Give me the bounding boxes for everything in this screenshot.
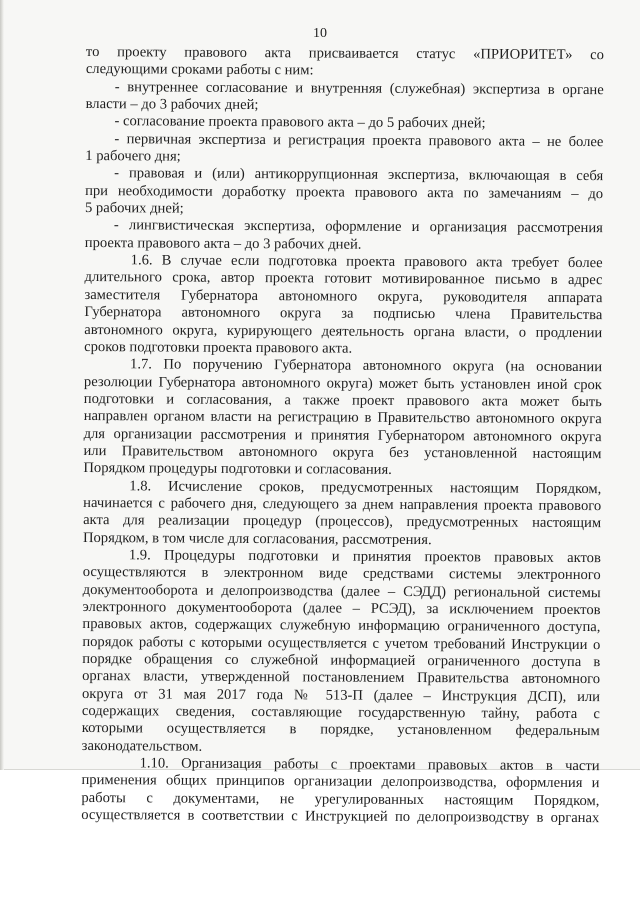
text-line: осуществляется в соответствии с Инструкцией по делопроизводству в органах <box>81 807 600 827</box>
text-line: - правовая и (или) антикоррупционная экспертиза, включающая в себя <box>114 165 604 185</box>
text-line: направлен органом власти на регистрацию в Правительство автономного округа <box>83 408 602 428</box>
text-line: округа от 31 мая 2017 года № 513-П (далее – Инструкция ДСП), или <box>81 685 601 705</box>
text-line: акта для реализации процедур (процессов), предусмотренных настоящим <box>83 512 602 532</box>
text-line: 1.9. Процедуры подготовки и принятия проектов правовых актов <box>128 547 601 567</box>
text-line: содержащих сведения, составляющие государственную тайну, работа с <box>81 703 600 723</box>
page-number: 10 <box>313 26 327 41</box>
text-line: 1.10. Организация работы с проектами правовых актов в части <box>139 755 600 775</box>
text-line: 1.6. В случае если подготовка проекта правового акта требует более <box>130 252 603 272</box>
text-line: осуществляются в электронном виде средствами системы электронного <box>82 564 601 584</box>
text-line: - лингвистическая экспертиза, оформление и организация рассмотрения <box>113 217 603 237</box>
text-line: начинается с рабочего дня, следующего за днем направления проекта правового <box>83 494 602 515</box>
text-line: органах власти, утвержденной постановлением Правительства автономного <box>82 668 601 688</box>
text-line: Порядком процедуры подготовки и согласования. <box>83 460 392 479</box>
text-line: порядке обращения со служебной информацией ограниченного доступа в <box>82 651 601 671</box>
text-line: Порядком, в том числе для согласования, рассмотрения. <box>82 529 432 548</box>
text-line: при необходимости доработку проекта правового акта по замечаниям – до <box>85 182 604 202</box>
document-body <box>81 44 604 828</box>
text-line: для организации рассмотрения и принятия Губернатором автономного округа <box>83 425 602 445</box>
text-line: законодательством. <box>81 737 203 755</box>
text-line: 1.7. По поручению Губернатора автономного округа (на основании <box>129 356 603 376</box>
text-line: - согласование проекта правового акта – до 5 рабочих дней; <box>114 113 486 132</box>
text-line: длительного срока, автор проекта готовит мотивированное письмо в адрес <box>84 269 603 289</box>
text-line: порядок работы с которыми осуществляется с учетом требований Инструкции о <box>82 633 601 653</box>
scan-edge-shadow <box>0 0 4 770</box>
text-line: резолюции Губернатора автономного округа) может быть установлен иной срок <box>83 373 602 393</box>
text-line: власти – до 3 рабочих дней; <box>85 96 259 114</box>
text-line: правовых актов, содержащих служебную информацию ограниченного доступа, <box>82 616 601 636</box>
text-line: Губернатора автономного округа за подписью члена Правительства <box>84 304 603 324</box>
text-line: электронного документооборота (далее – РСЭД), за исключением проектов <box>82 598 601 619</box>
text-line: документооборота и делопроизводства (далее – СЭДД) региональной системы <box>82 581 601 601</box>
text-line: - первичная экспертиза и регистрация проекта правового акта – не более <box>114 130 604 150</box>
text-line: работы с документами, не урегулированных настоящим Порядком, <box>81 789 600 809</box>
text-line: 5 рабочих дней; <box>84 200 184 217</box>
text-line: применения общих принципов организации делопроизводства, оформления и <box>81 772 600 792</box>
text-line: 1 рабочего дня; <box>85 148 181 165</box>
text-line: автономного округа, курирующего деятельность органа власти, о продлении <box>84 321 603 341</box>
text-line: которыми осуществляется в порядке, установленном федеральным <box>81 720 600 740</box>
text-line: подготовки и согласования, а также проект правового акта может быть <box>83 390 602 411</box>
text-line: сроков подготовки проекта правового акта. <box>84 338 353 357</box>
text-line: 1.8. Исчисление сроков, предусмотренных настоящим Порядком, <box>129 477 602 497</box>
text-line: - внутреннее согласование и внутренняя (служебная) экспертиза в органе <box>114 78 604 98</box>
text-line: заместителя Губернатора автономного округа, руководителя аппарата <box>84 286 603 306</box>
text-line: следующими сроками работы с ним: <box>85 61 314 79</box>
text-line: проекта правового акта – до 3 рабочих дней. <box>84 234 362 253</box>
text-line: или Правительством автономного округа без установленной настоящим <box>83 442 602 463</box>
text-line: то проекту правового акта присваивается статус «ПРИОРИТЕТ» со <box>85 44 604 64</box>
